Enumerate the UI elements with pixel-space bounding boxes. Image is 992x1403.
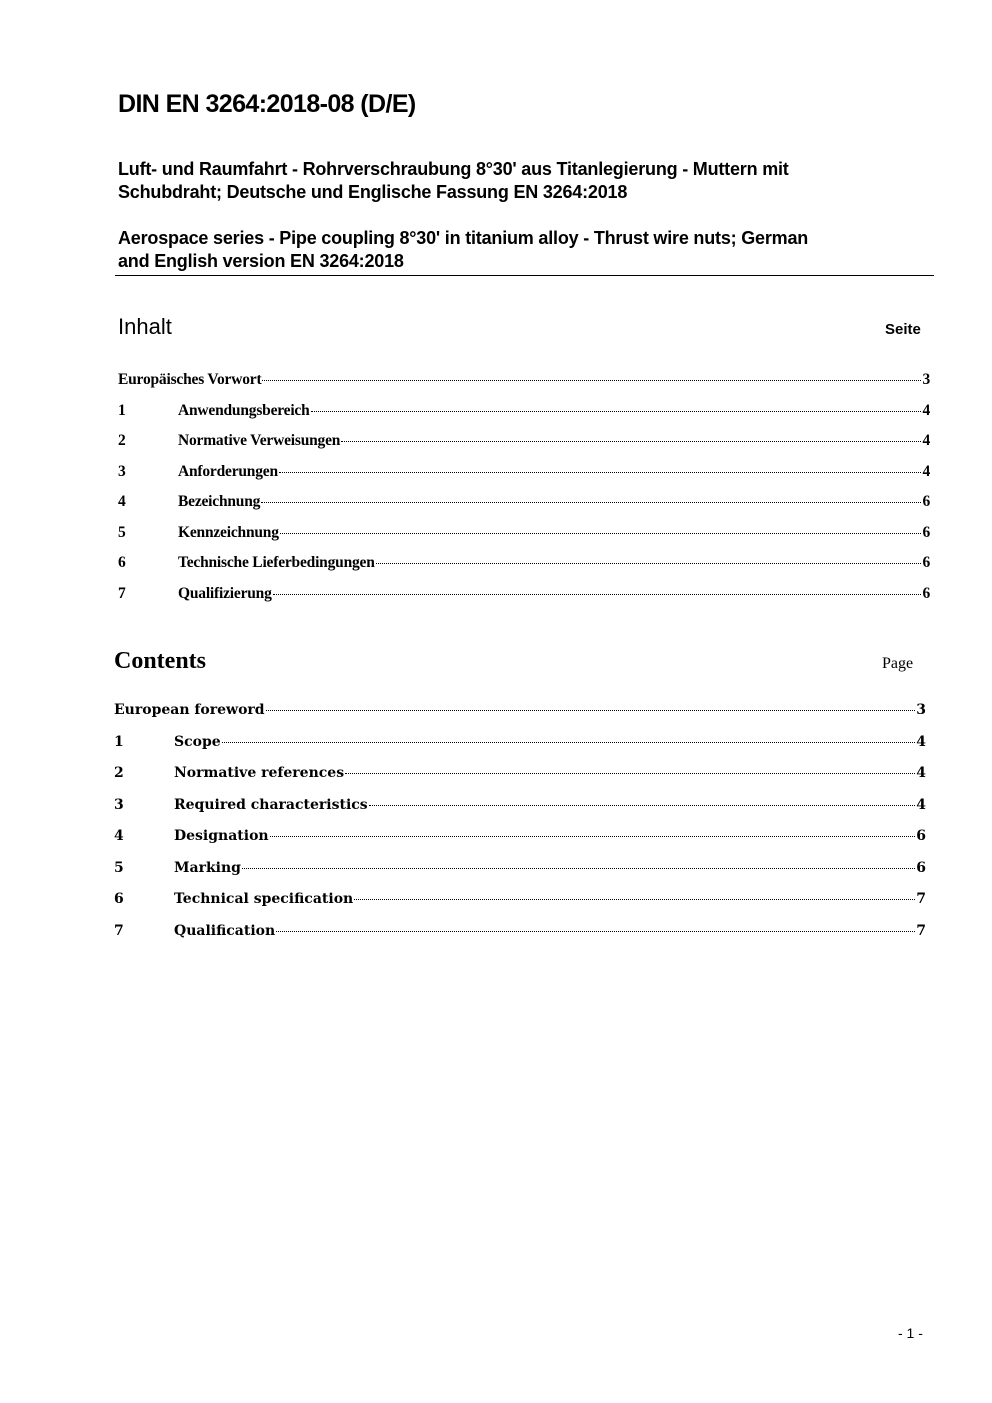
toc-entry[interactable] bbox=[114, 828, 926, 844]
entry-page: 4 bbox=[922, 401, 930, 419]
subtitle-german-line1: Luft- und Raumfahrt - Rohrverschraubung 8°30' aus Titanlegierung - Muttern mit bbox=[118, 159, 789, 179]
dot-leader bbox=[311, 411, 922, 412]
entry-page: 4 bbox=[916, 765, 926, 781]
entry-page: 6 bbox=[922, 493, 930, 510]
entry-page: 6 bbox=[922, 523, 930, 541]
dot-leader bbox=[279, 472, 922, 473]
entry-number: 7 bbox=[118, 584, 126, 602]
entry-page: 6 bbox=[916, 859, 926, 876]
toc-entry[interactable] bbox=[118, 554, 930, 572]
toc-english-heading: Contents bbox=[114, 648, 207, 674]
entry-number: 1 bbox=[114, 733, 124, 750]
entry-page: 7 bbox=[916, 891, 926, 907]
toc-entry[interactable] bbox=[114, 702, 926, 718]
entry-title: Europäisches Vorwort bbox=[118, 371, 262, 388]
entry-title: Normative references bbox=[174, 765, 345, 781]
dot-leader bbox=[280, 533, 922, 534]
entry-title: Designation bbox=[174, 828, 269, 844]
entry-title: Bezeichnung bbox=[178, 493, 261, 510]
dot-leader bbox=[345, 773, 915, 774]
entry-title: Normative Verweisungen bbox=[178, 432, 341, 449]
dot-leader bbox=[273, 594, 922, 595]
entry-title: Anforderungen bbox=[178, 462, 278, 480]
toc-german-heading: Inhalt bbox=[118, 314, 172, 339]
dot-leader bbox=[276, 931, 915, 932]
toc-entry[interactable] bbox=[114, 797, 926, 813]
toc-entry[interactable] bbox=[114, 860, 926, 876]
entry-number: 5 bbox=[118, 523, 126, 541]
toc-entry[interactable] bbox=[114, 765, 926, 781]
entry-page: 3 bbox=[916, 702, 926, 718]
subtitle-english bbox=[118, 227, 938, 273]
title-divider bbox=[115, 275, 934, 276]
entry-number: 3 bbox=[118, 462, 126, 480]
entry-page: 6 bbox=[922, 554, 930, 571]
entry-title: Qualifizierung bbox=[178, 584, 272, 602]
toc-german-page-label: Seite bbox=[885, 321, 921, 338]
dot-leader bbox=[270, 836, 916, 837]
subtitle-english-line1: Aerospace series - Pipe coupling 8°30' in titanium alloy - Thrust wire nuts; German bbox=[118, 228, 809, 248]
entry-page: 4 bbox=[916, 733, 926, 750]
entry-number: 7 bbox=[114, 922, 124, 939]
entry-number: 3 bbox=[114, 796, 124, 813]
dot-leader bbox=[261, 502, 921, 503]
subtitle-german bbox=[118, 158, 938, 204]
entry-title: Scope bbox=[174, 733, 221, 750]
toc-entry[interactable] bbox=[118, 371, 930, 389]
entry-title: Technical specification bbox=[174, 891, 354, 907]
entry-page: 4 bbox=[922, 462, 930, 480]
toc-entry[interactable] bbox=[114, 923, 926, 939]
toc-entry[interactable] bbox=[118, 493, 930, 511]
entry-number: 2 bbox=[118, 432, 126, 449]
entry-number: 6 bbox=[118, 554, 126, 571]
dot-leader bbox=[376, 563, 922, 564]
page-number: - 1 - bbox=[898, 1325, 923, 1341]
subtitle-german-line2: Schubdraht; Deutsche und Englische Fassung EN 3264:2018 bbox=[118, 182, 628, 202]
entry-page: 7 bbox=[916, 922, 926, 939]
entry-number: 2 bbox=[114, 765, 124, 781]
toc-entry[interactable] bbox=[118, 402, 930, 420]
toc-entry[interactable] bbox=[114, 734, 926, 750]
subtitle-english-line2: and English version EN 3264:2018 bbox=[118, 251, 404, 271]
entry-title: European foreword bbox=[114, 702, 265, 718]
entry-page: 4 bbox=[916, 796, 926, 813]
dot-leader bbox=[266, 710, 916, 711]
entry-number: 4 bbox=[118, 493, 126, 510]
entry-page: 6 bbox=[922, 584, 930, 602]
toc-entry[interactable] bbox=[118, 585, 930, 603]
toc-entry[interactable] bbox=[118, 432, 930, 450]
entry-title: Technische Lieferbedingungen bbox=[178, 554, 375, 571]
entry-page: 6 bbox=[916, 828, 926, 844]
entry-page: 4 bbox=[922, 432, 930, 449]
document-title: DIN EN 3264:2018-08 (D/E) bbox=[118, 90, 416, 118]
entry-number: 1 bbox=[118, 401, 126, 419]
dot-leader bbox=[354, 899, 915, 900]
toc-english-page-label: Page bbox=[882, 655, 914, 672]
entry-number: 4 bbox=[114, 828, 124, 844]
entry-page: 3 bbox=[922, 371, 930, 388]
toc-entry[interactable] bbox=[114, 891, 926, 907]
toc-entry[interactable] bbox=[118, 463, 930, 481]
entry-number: 6 bbox=[114, 891, 124, 907]
dot-leader bbox=[369, 805, 916, 806]
toc-entry[interactable] bbox=[118, 524, 930, 542]
dot-leader bbox=[242, 868, 915, 869]
entry-title: Marking bbox=[174, 859, 241, 876]
entry-title: Anwendungsbereich bbox=[178, 401, 310, 419]
entry-number: 5 bbox=[114, 859, 124, 876]
entry-title: Required characteristics bbox=[174, 796, 368, 813]
dot-leader bbox=[262, 380, 921, 381]
entry-title: Qualification bbox=[174, 922, 276, 939]
dot-leader bbox=[222, 742, 916, 743]
dot-leader bbox=[341, 441, 921, 442]
entry-title: Kennzeichnung bbox=[178, 523, 279, 541]
